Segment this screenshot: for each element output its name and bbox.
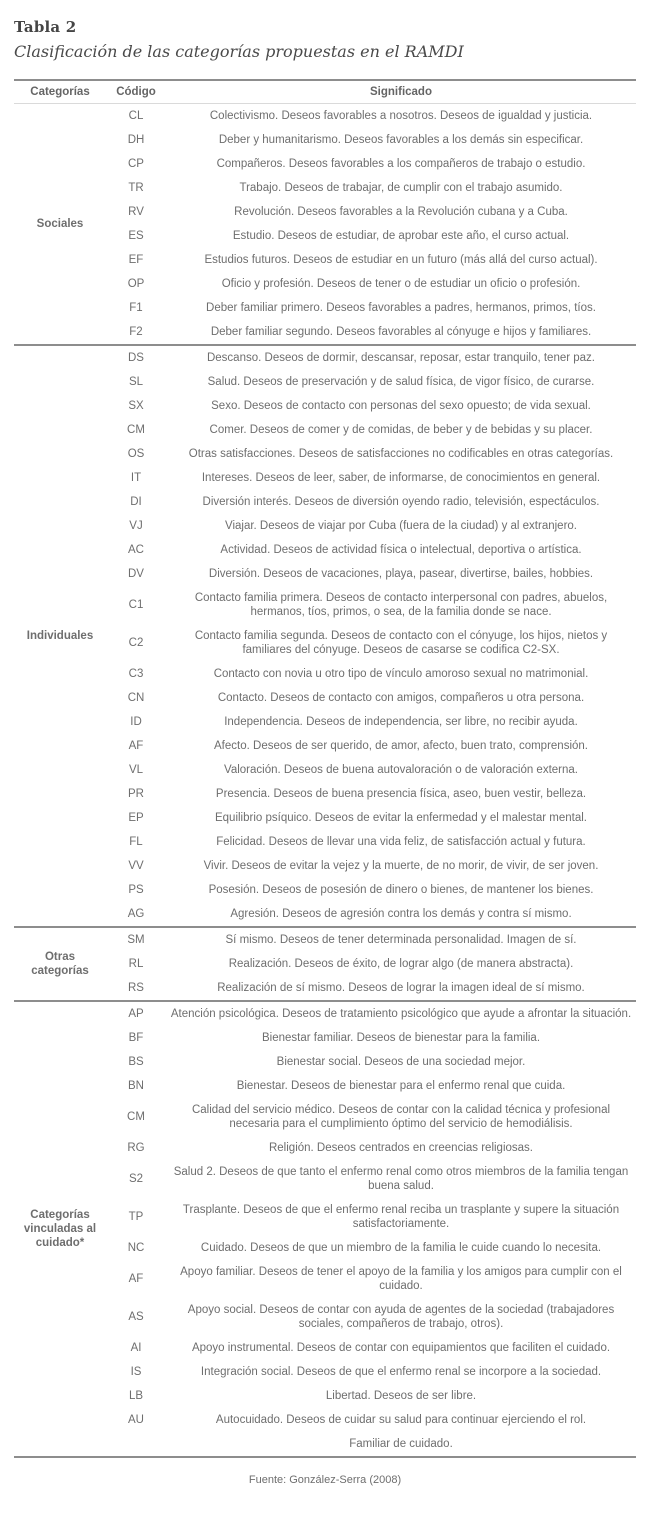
header-significado: Significado	[166, 80, 636, 104]
code-cell: IS	[130, 1365, 142, 1378]
meaning-cell: Realización. Deseos de éxito, de lograr algo (de manera abstracta).	[228, 957, 574, 970]
table-row	[14, 224, 636, 248]
code-cell	[106, 1432, 166, 1457]
table-row	[14, 248, 636, 272]
meaning-cell: Cuidado. Deseos de que un miembro de la familia le cuide cuando lo necesita.	[200, 1241, 602, 1254]
meaning-cell: Salud. Deseos de preservación y de salud física, de vigor físico, de curarse.	[207, 375, 595, 388]
meaning-cell: Realización de sí mismo. Deseos de lograr la imagen ideal de sí mismo.	[217, 981, 585, 994]
code-cell: AP	[106, 1001, 166, 1026]
code-cell: DS	[106, 345, 166, 370]
table-row	[14, 662, 636, 686]
code-cell: BF	[128, 1031, 144, 1044]
meaning-cell: Contacto. Deseos de contacto con amigos, compañeros u otra persona.	[217, 691, 585, 704]
meaning-cell: Trasplante. Deseos de que el enfermo renal reciba un trasplante y supere la situación satisfactoriamente.	[182, 1203, 620, 1230]
code-cell: RV	[128, 205, 144, 218]
table-row	[14, 1408, 636, 1432]
category-cell: Categorías vinculadas al cuidado*	[14, 1001, 106, 1457]
table-row	[14, 806, 636, 830]
code-cell: ID	[130, 715, 142, 728]
meaning-cell: Estudio. Deseos de estudiar, de aprobar este año, el curso actual.	[232, 229, 570, 242]
code-cell: AC	[128, 543, 144, 556]
meaning-cell: Viajar. Deseos de viajar por Cuba (fuera de la ciudad) y al extranjero.	[224, 519, 577, 532]
code-cell: C2	[128, 636, 144, 649]
meaning-cell: Sí mismo. Deseos de tener determinada personalidad. Imagen de sí.	[166, 927, 636, 952]
table-row	[14, 418, 636, 442]
code-cell: RS	[128, 981, 144, 994]
code-cell: CM	[127, 1110, 145, 1123]
table-row	[14, 952, 636, 976]
meaning-cell: Vivir. Deseos de evitar la vejez y la muerte, de no morir, de vivir, de ser joven.	[203, 859, 599, 872]
code-cell: AF	[128, 1272, 144, 1285]
code-cell: AS	[128, 1310, 144, 1323]
meaning-cell: Libertad. Deseos de ser libre.	[325, 1389, 477, 1402]
table-row	[14, 830, 636, 854]
header-codigo: Código	[106, 80, 166, 104]
code-cell: RG	[127, 1141, 145, 1154]
meaning-cell: Apoyo familiar. Deseos de tener el apoyo de la familia y los amigos para cumplir con el cuidado.	[180, 1265, 622, 1292]
code-cell: VV	[128, 859, 144, 872]
code-cell: OP	[127, 277, 145, 290]
table-title: Tabla 2	[14, 18, 77, 36]
table-row	[14, 1074, 636, 1098]
code-cell: VJ	[129, 519, 143, 532]
meaning-cell: Revolución. Deseos favorables a la Revolución cubana y a Cuba.	[234, 205, 568, 218]
meaning-cell: Compañeros. Deseos favorables a los compañeros de trabajo o estudio.	[216, 157, 586, 170]
meaning-cell: Deber familiar primero. Deseos favorables a padres, hermanos, primos, tíos.	[206, 301, 596, 314]
meaning-cell: Bienestar familiar. Deseos de bienestar para la familia.	[261, 1031, 541, 1044]
code-cell: EF	[128, 253, 144, 266]
table-row	[14, 128, 636, 152]
code-cell: OS	[127, 447, 145, 460]
code-cell: LB	[128, 1389, 144, 1402]
meaning-cell: Comer. Deseos de comer y de comidas, de beber y de bebidas y su placer.	[209, 423, 593, 436]
code-cell: S2	[128, 1172, 144, 1185]
meaning-cell: Diversión. Deseos de vacaciones, playa, pasear, divertirse, bailes, hobbies.	[208, 567, 594, 580]
meaning-cell: Salud 2. Deseos de que tanto el enfermo renal como otros miembros de la familia tengan buena salud.	[173, 1165, 629, 1192]
code-cell: AI	[130, 1341, 142, 1354]
table-row	[14, 176, 636, 200]
code-cell: FL	[129, 835, 143, 848]
table-row	[14, 562, 636, 586]
table-row	[14, 976, 636, 1001]
code-cell: RL	[128, 957, 144, 970]
code-cell: VL	[128, 763, 144, 776]
table-row	[14, 320, 636, 345]
code-cell: ES	[128, 229, 144, 242]
meaning-cell: Colectivismo. Deseos favorables a nosotros. Deseos de igualdad y justicia.	[209, 109, 593, 122]
code-cell: F2	[129, 325, 143, 338]
category-cell: Sociales	[36, 217, 84, 230]
table-row	[14, 370, 636, 394]
table-row	[14, 490, 636, 514]
table-row	[14, 442, 636, 466]
meaning-cell: Bienestar. Deseos de bienestar para el enfermo renal que cuida.	[236, 1079, 566, 1092]
table-row	[14, 1001, 636, 1026]
code-cell: NC	[127, 1241, 145, 1254]
meaning-cell: Oficio y profesión. Deseos de tener o de estudiar un oficio o profesión.	[221, 277, 581, 290]
code-cell: CM	[127, 423, 145, 436]
code-cell: TR	[128, 181, 144, 194]
meaning-cell: Estudios futuros. Deseos de estudiar en un futuro (más allá del curso actual).	[204, 253, 598, 266]
meaning-cell: Contacto familia segunda. Deseos de contacto con el cónyuge, los hijos, nietos y familiares del cónyuge. Deseos de casarse se codifica C2-SX.	[194, 629, 608, 656]
table-row	[14, 1098, 636, 1136]
source-note: Fuente: González-Serra (2008)	[248, 1473, 402, 1486]
code-cell: BN	[128, 1079, 144, 1092]
table-row	[14, 466, 636, 490]
table-row	[14, 200, 636, 224]
meaning-cell: Equilibrio psíquico. Deseos de evitar la enfermedad y el malestar mental.	[214, 811, 588, 824]
meaning-cell: Sexo. Deseos de contacto con personas del sexo opuesto; de vida sexual.	[211, 399, 591, 412]
code-cell: IT	[130, 471, 142, 484]
table-row	[14, 1136, 636, 1160]
table-row	[14, 586, 636, 624]
meaning-cell: Independencia. Deseos de independencia, ser libre, no recibir ayuda.	[224, 715, 578, 728]
table-row	[14, 624, 636, 662]
table-row	[14, 1432, 636, 1457]
code-cell: SX	[128, 399, 144, 412]
meaning-cell: Agresión. Deseos de agresión contra los demás y contra sí mismo.	[230, 907, 572, 920]
meaning-cell: Intereses. Deseos de leer, saber, de informarse, de conocimientos en general.	[201, 471, 601, 484]
meaning-cell: Presencia. Deseos de buena presencia física, aseo, buen vestir, belleza.	[215, 787, 587, 800]
code-cell: EP	[128, 811, 144, 824]
table-row	[14, 878, 636, 902]
meaning-cell: Felicidad. Deseos de llevar una vida feliz, de satisfacción actual y futura.	[216, 835, 586, 848]
table-row	[14, 927, 636, 952]
meaning-cell: Apoyo instrumental. Deseos de contar con equipamientos que faciliten el cuidado.	[191, 1341, 611, 1354]
meaning-cell: Descanso. Deseos de dormir, descansar, reposar, estar tranquilo, tener paz.	[166, 345, 636, 370]
table-row	[14, 296, 636, 320]
meaning-cell: Valoración. Deseos de buena autovaloración o de valoración externa.	[224, 763, 578, 776]
table-row	[14, 1198, 636, 1236]
meaning-cell: Contacto familia primera. Deseos de contacto interpersonal con padres, abuelos, hermanos, tíos, primos, o sea, de la familia donde se nace.	[194, 591, 608, 618]
code-cell: CP	[128, 157, 144, 170]
table-row	[14, 152, 636, 176]
table-row	[14, 1026, 636, 1050]
code-cell: AG	[127, 907, 145, 920]
meaning-cell: Religión. Deseos centrados en creencias religiosas.	[268, 1141, 533, 1154]
table-body	[14, 103, 636, 1457]
code-cell: CL	[128, 109, 144, 122]
table-row	[14, 1384, 636, 1408]
table-row	[14, 1050, 636, 1074]
meaning-cell: Diversión interés. Deseos de diversión oyendo radio, televisión, espectáculos.	[202, 495, 600, 508]
table-row	[14, 1360, 636, 1384]
category-cell: Individuales	[14, 345, 106, 927]
code-cell: DI	[130, 495, 142, 508]
table-row	[14, 758, 636, 782]
table-row	[14, 1160, 636, 1198]
code-cell: CN	[127, 691, 145, 704]
table-subtitle: Clasificación de las categorías propuestas en el RAMDI	[14, 41, 464, 61]
code-cell: BS	[128, 1055, 144, 1068]
code-cell: SM	[106, 927, 166, 952]
table-row	[14, 710, 636, 734]
table-row	[14, 272, 636, 296]
table-row	[14, 734, 636, 758]
code-cell: TP	[128, 1210, 144, 1223]
meaning-cell: Familiar de cuidado.	[349, 1437, 453, 1450]
code-cell: DV	[128, 567, 144, 580]
meaning-cell: Calidad del servicio médico. Deseos de contar con la calidad técnica y profesional necesaria para el cumplimiento óptimo del servicio de hemodiálisis.	[191, 1103, 611, 1130]
meaning-cell: Actividad. Deseos de actividad física o intelectual, deportiva o artística.	[220, 543, 582, 556]
meaning-cell: Otras satisfacciones. Deseos de satisfacciones no codificables en otras categorías.	[188, 447, 614, 460]
table-header	[14, 80, 636, 104]
table-row	[14, 1336, 636, 1360]
code-cell: DH	[127, 133, 145, 146]
meaning-cell: Bienestar social. Deseos de una sociedad mejor.	[276, 1055, 526, 1068]
meaning-cell: Apoyo social. Deseos de contar con ayuda de agentes de la sociedad (trabajadores sociales, compañeros de trabajo, otros).	[187, 1303, 615, 1330]
meaning-cell: Atención psicológica. Deseos de tratamiento psicológico que ayude a afrontar la situación.	[166, 1001, 636, 1026]
meaning-cell: Afecto. Deseos de ser querido, de amor, afecto, buen trato, comprensión.	[214, 739, 588, 752]
table-row	[14, 538, 636, 562]
table-row	[14, 394, 636, 418]
table-row	[14, 103, 636, 128]
code-cell: AF	[128, 739, 144, 752]
code-cell: AU	[128, 1413, 144, 1426]
table-row	[14, 782, 636, 806]
meaning-cell: Deber y humanitarismo. Deseos favorables a los demás sin especificar.	[218, 133, 584, 146]
table-row	[14, 902, 636, 927]
table-row	[14, 1236, 636, 1260]
ramdi-table	[14, 79, 636, 1458]
code-cell: C3	[128, 667, 144, 680]
header-row	[14, 80, 636, 104]
table-row	[14, 1260, 636, 1298]
meaning-cell: Integración social. Deseos de que el enfermo renal se incorpore a la sociedad.	[200, 1365, 602, 1378]
table-row	[14, 854, 636, 878]
table-row	[14, 686, 636, 710]
header-categorias: Categorías	[14, 80, 106, 104]
code-cell: PR	[128, 787, 144, 800]
code-cell: PS	[128, 883, 144, 896]
meaning-cell: Posesión. Deseos de posesión de dinero o bienes, de mantener los bienes.	[208, 883, 594, 896]
meaning-cell: Deber familiar segundo. Deseos favorables al cónyuge e hijos y familiares.	[210, 325, 592, 338]
code-cell: SL	[128, 375, 144, 388]
code-cell: F1	[129, 301, 143, 314]
table-row	[14, 1298, 636, 1336]
table-row	[14, 345, 636, 370]
category-cell: Otras categorías	[14, 927, 106, 1001]
meaning-cell: Trabajo. Deseos de trabajar, de cumplir con el trabajo asumido.	[239, 181, 563, 194]
code-cell: C1	[128, 598, 144, 611]
meaning-cell: Contacto con novia u otro tipo de vínculo amoroso sexual no matrimonial.	[213, 667, 589, 680]
meaning-cell: Autocuidado. Deseos de cuidar su salud para continuar ejerciendo el rol.	[215, 1413, 587, 1426]
table-row	[14, 514, 636, 538]
